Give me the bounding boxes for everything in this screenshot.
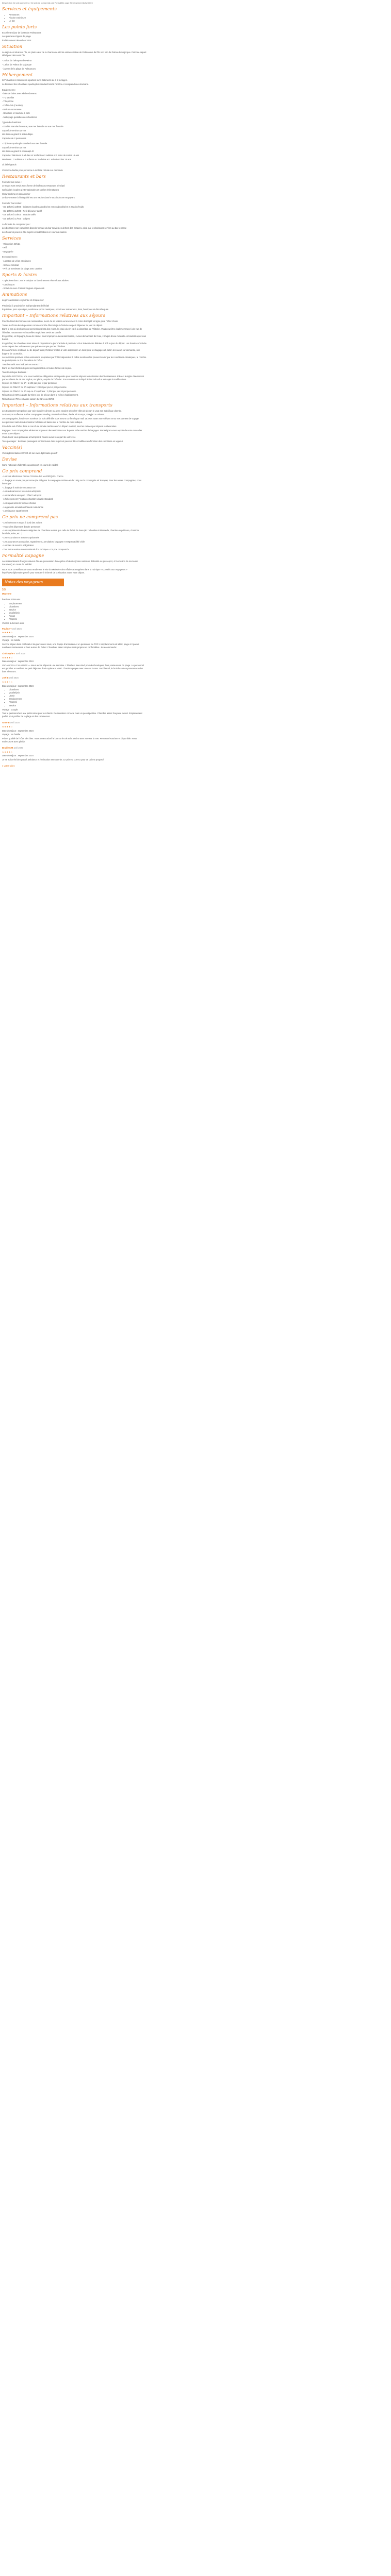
restaurants-text: Le bar-terrasse à l'intégralité est une excise dans le tout inclus et est payant. <box>2 196 75 199</box>
important-sejours-text: En général, les chambres sont mises à disposition le jour d'arrivée à partir de 14h et doivent être libérées à 10h le jour du départ. Les horaires d'arrivée ou de départ des vols ne sont pas pris en compte par les hôteliers. <box>2 342 146 348</box>
review-stars: ★★★★☆ <box>2 725 13 728</box>
review-stay: Date du séjour : septembre 2024 <box>2 729 34 732</box>
review <box>2 628 146 650</box>
review-text: Second séjour dans cet hôtel et toujours aussi ravis, une équipe d'animation et un personnel au TOP. L'emplacement est idéal, plage à 2 pas et nombreux restaurants et bars autour de l'hôtel. Chambres assez simples mais propres et confortables. Je recommande ! <box>2 643 139 649</box>
points-forts-text: Les premières lignes de plage <box>2 35 31 38</box>
review-trip: Voyage : Couple <box>2 708 18 711</box>
prix-ne-comprend-item: - Les boissons et repas à bord des avions <box>2 521 42 524</box>
review-criteria-list <box>2 688 146 707</box>
prix-comprend-item: - L'hébergement 7 nuits en chambre double standard <box>2 498 53 501</box>
restaurants-hours: - De 15h30 à 17h00 : Crêpes <box>2 217 30 221</box>
pay-note: Équitation, parc aquatique, nombreux sports nautiques, nombreux restaurants, bars, boutiques et discothèques. <box>2 308 109 311</box>
rating-count: basé sur 2259 Avis <box>2 598 21 601</box>
prix-ne-comprend-item: - Tout autre service non mentionné à la rubrique « Ce prix comprend » <box>2 548 70 551</box>
prix-comprend-item: - 1 bagage en soute par personne (de 20kg sur la compagnie Volotea et de 15kg sur la compagnie Air Europa). Pour les autres compagnies, nous interroger <box>2 479 142 485</box>
review-author: Joël B <box>2 676 9 680</box>
important-transports-text: Vous devez vous présenter à l'aéroport 2 heures avant le départ de votre vol. <box>2 436 76 439</box>
review-stars: ★★★★☆ <box>2 656 13 659</box>
rating-criterion: • Propreté <box>9 618 146 621</box>
situation-text: Le séjour est situé sur l'île, en plein cœur de la charmante et très animée station de Palmanova de l'île non loin de Palma de Majorque. Point de départ idéal pour découvrir l'île. <box>2 50 146 57</box>
prix-comprend-title: Ce prix comprend <box>2 468 42 474</box>
sports-title: Sports & loisirs <box>2 273 37 278</box>
points-forts-text: Établissement rénové en 2014 <box>2 39 31 42</box>
review <box>2 676 146 718</box>
review-text: Prix et qualité de l'hôtel très bien. Nous avons adoré le bar sur le toit et la piscine avec vue sur la mer. Personnel souriant et disponible. Nous reviendrons avec plaisir. <box>2 737 137 743</box>
situation-text: - à 20 m de la plage de Palmanova <box>2 67 36 70</box>
hebergement-text: 327 chambres climatisées réparties sur 3 bâtiments de 3 à 5 étages. <box>2 79 68 82</box>
hotel-description <box>0 2 146 768</box>
hebergement-triple: Maximum : 2 adultes et 2 enfants ou 3 adultes et 1 ado de moins 15 ans <box>2 158 71 161</box>
important-sejours-text: Taux touristique Baléares : <box>2 371 28 374</box>
situation-text: - 13 km de Palma de Majorque <box>2 63 32 66</box>
important-transports-text: Les prix sont calculés de manière forfaitaire et basés sur le nombre de nuits indiqué. <box>2 421 83 424</box>
services-item: - Bagagerie <box>2 250 13 253</box>
restaurants-text: Show cooking et pizza corner <box>2 192 30 195</box>
services-item: • Restaurant <box>9 13 146 16</box>
hebergement-type: Capacité de 2 personnes <box>2 137 26 140</box>
vaccins-text: Voir réglementation COVID-19 sur www.diplomatie.gouv.fr <box>2 451 58 454</box>
review-author: Bradlem M <box>2 747 13 750</box>
review-stay: Date du séjour : septembre 2024 <box>2 754 34 757</box>
important-sejours-text: Séjours en hôtel 1* ou 2* : 1,10€ par jour et par personne <box>2 382 57 385</box>
review-text: VACANCES A CALA D'OR — Nous avons séjourné une semaine. L'hôtel est bien situé près des boutiques, bars, restaurants de plage. Le personnel est gentil et accueillant. Le petit déjeuner était copieux et varié. Chambre propre avec vue sur la mer. Seul bémol, le bruit le soir en provenance des bars alentours. <box>2 664 144 673</box>
services-reception: - Réception 24h/24 <box>2 242 21 245</box>
review-date: avril 2025 <box>10 721 20 724</box>
prix-comprend-item: - La garantie annulation Planete Assurance <box>2 505 44 509</box>
hebergement-types-label: Types de chambres : <box>2 121 22 124</box>
restaurants-extra: Les boissons non comprises dans la formule du bar servies en dehors des horaires, ainsi que les boissons servies au bar-terrasse <box>2 227 127 230</box>
prix-ne-comprend-item: - Les frais de service obligatoires <box>2 544 34 547</box>
review-stars: ★★★★☆ <box>2 631 13 634</box>
hebergement-equip: - Bouilloire et machine à café <box>2 112 30 115</box>
review-text: Je ne suis très bien passé ambiance et l'animation est superbe. Le prix est correct pour ce qui est proposé. <box>2 758 105 761</box>
services-title: Services et équipements <box>2 6 57 12</box>
important-sejours-text: Réduction de 50% à partir du 9ème jour de séjour dans le même établissement. <box>2 394 79 397</box>
sports-item: - Cardiosport <box>2 283 15 286</box>
review-author: Pauline T <box>2 627 12 630</box>
restaurants-text: Le repas sont servis sous forme de buffets au restaurant principal <box>2 184 65 188</box>
rating-criterion: • Service <box>9 608 146 612</box>
hebergement-type: - Double Standard vue rue, vue mer latérale ou vue mer frontale <box>2 125 63 128</box>
hebergement-type: Lits twin ou grand lit selon dispo. <box>2 133 34 136</box>
prix-comprend-item: - Les redevances et taxes des aéroports <box>2 490 41 493</box>
review-criterion: • Literie <box>9 694 146 698</box>
review-trip: Voyage : en famille <box>2 639 21 642</box>
review-criterion: • Propreté <box>9 701 146 704</box>
rating-criteria-list <box>2 602 146 621</box>
review-author: Christophe T <box>2 652 15 655</box>
restaurants-hours: - De 10h30 à 23h00 : boissons locales alcoolisées et non alcoolisées et snacks froids <box>2 206 84 209</box>
useful-votes-link[interactable]: 4 votes utiles <box>2 764 15 767</box>
animations-text: Légère animation en journée et chaque soir <box>2 299 44 302</box>
points-forts-text: Excellent séjour de la station Palmanova <box>2 31 41 34</box>
important-sejours-text: Pour le détail des formules de restauration, merci de se référer au lancement à notre descriptif en ligne pour l'hôtel choisi. <box>2 320 118 323</box>
important-sejours-text: Dans le cas où les boissons sont incluses lors des repas, le choix du vin est à la discrétion de l'hôtelier. Vous peut être également servi à la vue de l'hôtelier, notamment en bouteilles ou pichets servis en carafe. <box>2 328 142 334</box>
rating-criterion: • Qualité/prix <box>9 612 146 615</box>
notes-voyageurs-banner: Notes des voyageurs <box>2 579 64 586</box>
review-criterion: • Qualité/prix <box>9 691 146 694</box>
hebergement-triple: Capacité : Minimum 2 adultes et 1enfant ou 2 adultes et 2 ados de moins 15 ans <box>2 154 79 157</box>
services-item: • Le bar <box>9 20 146 23</box>
important-transports-text: Prix de la nuit d'hôtel dans le cas d'une arrivée tardive ou d'un départ matinal, tous les nuitées par séjours remboursées. <box>2 425 117 428</box>
latest-reviews-label: Voir les 5 derniers avis <box>2 622 24 625</box>
prix-comprend-item: - 1 bagage à main de 40x30x20 cm <box>2 486 36 489</box>
situation-title: Situation <box>2 44 23 49</box>
restaurants-hours-label: Formule Tout inclus : <box>2 201 22 205</box>
average-rating: 3.5 <box>2 588 6 591</box>
important-sejours-text: Depuis le 01/07/2016, une taxe touristique obligatoire est imposée pour tous les séjours à destination des îles Baléares. Elle est à régler directement par les clients de 16 ans et plus, sur place, auprès de l'hôtelier. Son montant est indiqué à titre indicatif et est sujet à modifications. <box>2 375 144 381</box>
vaccins-title: Vaccin(s) <box>2 445 23 450</box>
devise-text: Carte nationale d'identité ou passeport en cours de validité <box>2 463 58 466</box>
services-block-title: Services <box>2 235 21 241</box>
prix-ne-comprend-item: - Les excursions et services optionnels <box>2 536 39 539</box>
description-tabs: Description Ce prix comprend / Ce prix ne comprend pas Formalités Loge Hébergement Avis Client <box>2 2 93 4</box>
important-transports-text: Les compagnies, horaires et numéros de vols définitifs vous seront confirmés par mail 15 jours avant votre départ et sur vos carnets de voyage. <box>2 417 140 420</box>
review-date: avril 2025 <box>13 747 23 750</box>
formalites-text: Nous vous conseillons de vous rendre sur le site du Ministère des Affaires Étrangères dans la rubrique « Conseils aux Voyageurs » http://www.diplomatie.gouv.fr pour vous tenir informé de la situation avant votre départ. <box>2 568 127 574</box>
important-sejours-text: En cas d'arrivée matinale ou de départ tardif, l'hôtelier mettra à votre disposition un local pour les bagages et, selon les cas et sur demande, une bagerie de courtoisie. <box>2 349 140 355</box>
review <box>2 721 146 743</box>
services-paid-label: En supplément : <box>2 256 18 259</box>
sports-item: - 2 piscines dont 1 sur le toit (sur ou bassinement réservé aux adultes <box>2 279 69 282</box>
prix-ne-comprend-title: Ce prix ne comprend pas <box>2 515 58 520</box>
review-criterion: • Emplacement <box>9 698 146 701</box>
review <box>2 652 146 673</box>
services-paid: - Prêt de serviettes de plage avec caution <box>2 267 42 270</box>
hebergement-equip: - Nettoyage quotidien des chambres <box>2 115 37 118</box>
hebergement-crib: Lit bébé gratuit <box>2 163 17 166</box>
restaurants-formula: Formule tout inclus : <box>2 180 22 183</box>
services-item: - Wifi <box>2 246 7 249</box>
restaurants-hours: - De 15h30 à 18h00 : Snacks salés <box>2 213 36 216</box>
prix-comprend-item: - Les transferts aéroport / hôtel / aéroport <box>2 494 42 497</box>
hebergement-triple: Superficie environ 25 m2 <box>2 146 26 149</box>
prix-comprend-item: - Les vols aller/retour France / PALMA DE MAJORQUE / France <box>2 475 63 478</box>
situation-text: - 20 km de l'aéroport de Palma <box>2 59 32 62</box>
hebergement-note: Chambre double pour personne à mobilité réduite sur demande <box>2 168 63 172</box>
prix-comprend-item: - Les repas selon la formule choisie <box>2 502 36 505</box>
review-text: Tout le personnel est aux petits soins pour les clients. Restauration correcte mais un peu répétitive. Chambre assez bruyante la nuit. Emplacement parfait pour profiter de la plage et des commerces. <box>2 712 142 718</box>
important-sejours-text: Séjours en hôtel 3* ou 3* supérieur : 2,20€ par jour et par personne <box>2 385 67 388</box>
hebergement-equip: - Coffre-fort (Caution) <box>2 104 23 107</box>
prix-comprend-item: - L'assistance rapatriement <box>2 510 28 513</box>
review-author: Anne B <box>2 721 10 724</box>
restaurants-title: Restaurants et bars <box>2 174 46 179</box>
hebergement-equip: - Balcon ou terrasse <box>2 108 22 111</box>
hebergement-title: Hébergement <box>2 72 33 78</box>
important-sejours-text: Réduction de 75% en basse saison du 01/11 au 30/04. <box>2 397 55 400</box>
review-date: avril 2025 <box>9 676 19 680</box>
important-sejours-title: Important – Informations relatives aux séjours <box>2 313 106 319</box>
rating-criterion: • Repas <box>9 615 146 618</box>
review-stay: Date du séjour : septembre 2024 <box>2 635 34 638</box>
hebergement-type: Superficie environ 20 m2 <box>2 129 26 132</box>
important-sejours-text: Les activités sportives et les animations proposées par l'hôtel dépendent à celles mentionnées peuvent varier par les conditions climatiques, le nombre de participants ou à la discrétion de l'hôtel. <box>2 356 146 362</box>
review-stay: Date du séjour : septembre 2024 <box>2 684 34 687</box>
important-sejours-text: Séjours en hôtel 4* ou 4* sup ou 4* supérieur : 3,30€ par jour et par personne <box>2 389 76 393</box>
review <box>2 747 146 761</box>
important-transports-text: Le transport s'effectue sur les compagnies Vueling, Brussels Airlines, Iberia, Air Europa, Easyjet ou Volotea. <box>2 413 105 416</box>
average-label: Moyenne <box>2 592 12 596</box>
important-sejours-text: Dans les fourchettes de prix sont applicables en toutes formes de séjour. <box>2 367 72 370</box>
prix-ne-comprend-item: - Toutes les dépenses d'ordre personnel <box>2 525 41 528</box>
review-stars: ★★★☆☆ <box>2 680 13 683</box>
review-date: avril 2025 <box>16 652 26 655</box>
hebergement-equip: - TV satellite <box>2 96 14 99</box>
formalites-text: Les ressortissants français doivent être en possession d'une pièce d'identité (carte nationale d'identité ou passeport, à l'exclusion de tout autre document) en cours de validité. <box>2 560 138 566</box>
rating-criterion: • Emplacement <box>9 602 146 605</box>
services-list <box>2 13 146 23</box>
formalites-title: Formalité Espagne <box>2 553 44 558</box>
important-sejours-text: Toutes les formules de pension commencent le dîner du jour d'arrivée au petit déjeuner du jour du départ. <box>2 324 103 327</box>
restaurants-hours: - De 10h00 à 12h00 : Petit déjeuner tardif <box>2 209 42 212</box>
restaurants-text: Spécialités locales & internationales et soirées thématiques <box>2 188 59 191</box>
important-transports-text: Taxe passager : les taxes passagers sont incluses dans le prix et peuvent être modifiées en fonction des conditions en vigueur. <box>2 439 124 443</box>
restaurants-extra: La formule de comprend pas : <box>2 223 31 226</box>
hebergement-triple: - Triple ou quadruple standard vue mer frontale <box>2 142 47 145</box>
page <box>0 0 391 770</box>
important-transports-text: Bagages : Les compagnies aériennes imposent des restrictions sur le poids et le nombre de bagages. Renseignez-vous auprès de votre conseiller avant votre départ. <box>2 429 142 435</box>
devise-title: Devise <box>2 456 17 462</box>
prix-ne-comprend-item: - Les assurances annulation, rapatriement, annulation, bagages et responsabilité civile <box>2 540 85 543</box>
points-forts-title: Les points forts <box>2 24 37 30</box>
important-sejours-text: Tous les tarifs sont indiqués en euros TTC. <box>2 363 43 366</box>
services-paid: - Service médical <box>2 263 19 266</box>
sports-item: - Solarium avec chaises longues et parasols <box>2 287 44 290</box>
services-paid: - Location de vélos et voitures <box>2 260 31 263</box>
prix-ne-comprend-item: - Les suppléments de nos catégories de chambres autres que celle du forfait de base (Ex : chambre individuelle, chambre supérieure, chambre familiale, suite, etc...) <box>2 529 139 535</box>
pay-note: Piscine(s) à proximité et indépendantes de l'hôtel <box>2 304 50 307</box>
animations-title: Animations <box>2 292 27 298</box>
important-sejours-text: En général, en Espagne, l'eau de robinet étant impropre à la consommation, il vous demandant de l'eau, il s'agira d'eau minérale en bouteille que vous boirez. <box>2 335 146 341</box>
review-trip: Voyage : en famille <box>2 733 21 736</box>
review-date: avril 2025 <box>12 627 22 630</box>
hebergement-triple: Lits twin ou grand lit et canapé-lit <box>2 150 34 153</box>
review-criterion: • Chambres <box>9 688 146 691</box>
review-criterion: • Service <box>9 704 146 707</box>
rating-criterion: • Chambres <box>9 605 146 608</box>
hebergement-equip-label: Equipements : <box>2 88 16 91</box>
review-stay: Date du séjour : septembre 2024 <box>2 660 34 663</box>
restaurants-extra: Les horaires peuvent être sujets à modifications en cours de saison <box>2 230 67 233</box>
services-item: • Piscine extérieure <box>9 16 146 20</box>
hebergement-equip: - bain de bains avec sèche-cheveux <box>2 92 37 95</box>
review-stars: ★★★★☆ <box>2 750 13 753</box>
important-transports-text: Les transports sont prévus par voie régulière directe ou avec escales selon les villes de départ le vaut son spécifique donnée. <box>2 409 122 412</box>
important-transports-title: Important – Informations relatives aux transports <box>2 402 112 408</box>
hebergement-text: Le bâtiment des chambres quadruples standard total à l'arrière et comprend une douzaine. <box>2 82 89 86</box>
hebergement-equip: - Téléphone <box>2 100 14 103</box>
